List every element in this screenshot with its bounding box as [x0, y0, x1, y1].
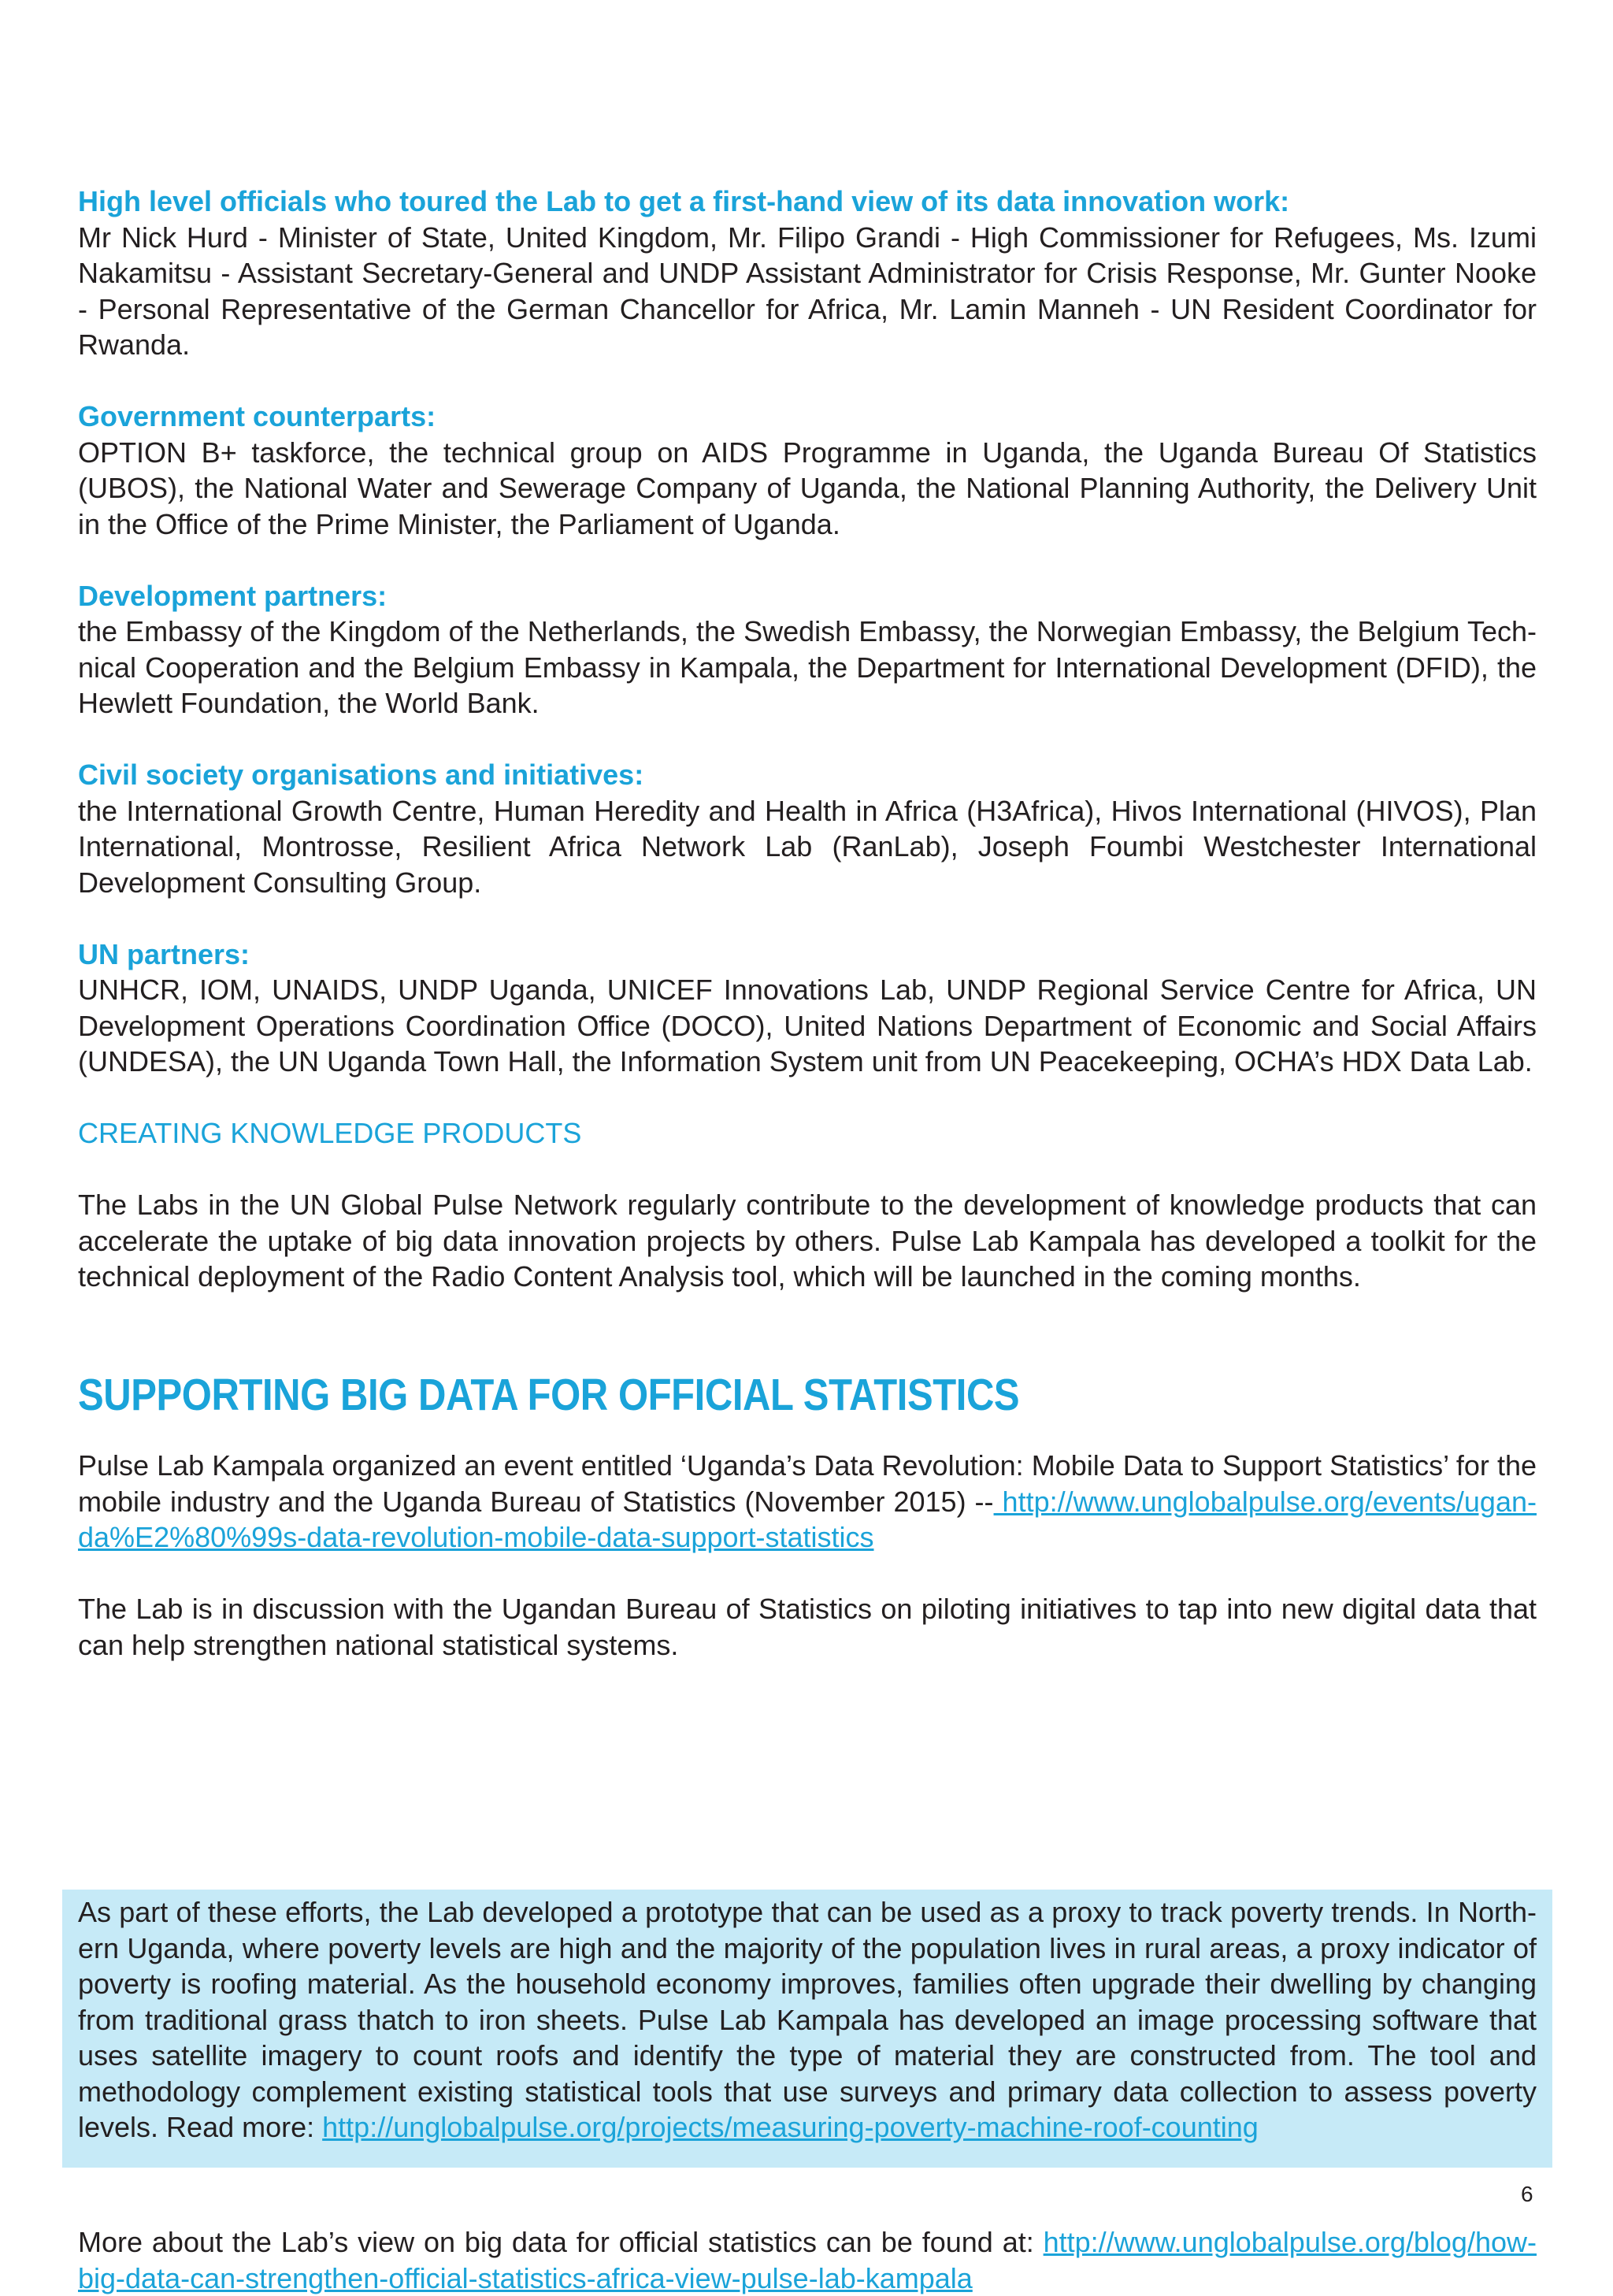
big-data-heading: SUPPORTING BIG DATA FOR OFFICIAL STATISTICS: [78, 1370, 1020, 1420]
highlight-box: [62, 1890, 1552, 2168]
event-link[interactable]: http://www.unglobalpulse.org/events/uganda%E2%80%99s-data-revolution-mobile-data-support-statistics: [78, 1485, 1537, 1553]
civil-society-label: Civil society organisations and initiatives:: [78, 759, 644, 791]
page-number: 6: [1521, 2182, 1533, 2206]
officials-text: Mr Nick Hurd - Minister of State, United Kingdom, Mr. Filipo Grandi - High Commissioner for Refugees, Ms. Izumi Nakamitsu - Assistant Secretary-General and UNDP Assistant Administrator for Crisis Response, Mr. Gunter Nooke - Personal Representative of the German Chancellor for Africa, Mr. Lamin Manneh - UN Resident Coordinator for Rwanda.: [78, 221, 1537, 361]
knowledge-products-text: The Labs in the UN Global Pulse Network regularly contribute to the development of knowledge products that can accelerate the uptake of big data innovation projects by others. Pulse Lab Kampala has developed a toolkit for the technical deployment of the Radio Content Analysis tool, which will be launched in the coming months.: [78, 1189, 1537, 1293]
blog-link[interactable]: http://www.unglobalpulse.org/blog/how-big-data-can-strengthen-official-statistics-africa-view-pulse-lab-kampala: [78, 2226, 1537, 2294]
more-paragraph: [78, 2224, 1537, 2296]
highlight-paragraph: [78, 1894, 1537, 2146]
discussion-paragraph: The Lab is in discussion with the Ugandan Bureau of Statistics on piloting initiatives to tap into new digital data that can help strengthen national statistical systems.: [78, 1593, 1537, 1661]
government-text: OPTION B+ taskforce, the technical group on AIDS Programme in Uganda, the Uganda Bureau Of Statistics (UBOS), the National Water and Sewerage Company of Uganda, the National Planning Authority, the Delivery Unit in the Office of the Prime Minister, the Parliament of Uganda.: [78, 436, 1537, 540]
event-paragraph: [78, 1448, 1537, 1556]
un-partners-section: [78, 937, 1537, 1080]
document-page: [78, 184, 1537, 2294]
government-label: Government counterparts:: [78, 400, 436, 432]
knowledge-products-kicker: CREATING KNOWLEDGE PRODUCTS: [78, 1117, 582, 1149]
big-data-section: [78, 1448, 1537, 2294]
highlight-text: As part of these efforts, the Lab developed a prototype that can be used as a proxy to track poverty trends. In Northern Uganda, where poverty levels are high and the majority of the population lives in rural areas, a proxy indicator of poverty is roofing material. As the household economy improves, families often upgrade their dwelling by changing from traditional grass thatch to iron sheets. Pulse Lab Kampala has developed an image processing software that uses satellite imagery to count roofs and identify the type of material they are constructed from. The tool and methodology complement existing statistical tools that use surveys and primary data collection to assess poverty levels. Read more:: [78, 1896, 1537, 2143]
development-label: Development partners:: [78, 579, 387, 612]
civil-society-text: the International Growth Centre, Human Heredity and Health in Africa (H3Africa), Hivos International (HIVOS), Plan International, Montrosse, Resilient Africa Network Lab (RanLab), Joseph Foumbi Westchester International Development Consulting Group.: [78, 794, 1537, 899]
development-section: [78, 578, 1537, 721]
un-partners-text: UNHCR, IOM, UNAIDS, UNDP Uganda, UNICEF Innovations Lab, UNDP Regional Service Centre for Africa, UN Development Operations Coordination Office (DOCO), United Nations Department of Economic and Social Affairs (UNDESA), the UN Uganda Town Hall, the Information System unit from UN Peacekeeping, OCHA’s HDX Data Lab.: [78, 974, 1537, 1078]
more-text: More about the Lab’s view on big data for official statistics can be found at:: [78, 2226, 1044, 2258]
officials-section: [78, 184, 1537, 363]
development-text: the Embassy of the Kingdom of the Netherlands, the Swedish Embassy, the Norwegian Embassy, the Belgium Technical Cooperation and the Belgium Embassy in Kampala, the Department for International Development (DFID), the Hewlett Foundation, the World Bank.: [78, 615, 1537, 719]
event-text: Pulse Lab Kampala organized an event entitled ‘Uganda’s Data Revolution: Mobile Data to Support Statistics’ for the mobile industry and the Uganda Bureau of Statistics (November 2015) --: [78, 1449, 1537, 1518]
roof-counting-link[interactable]: http://unglobalpulse.org/projects/measuring-poverty-machine-roof-counting: [322, 2111, 1259, 2143]
civil-society-section: [78, 757, 1537, 900]
government-section: [78, 399, 1537, 542]
officials-label: High level officials who toured the Lab to get a first-hand view of its data innovation work:: [78, 185, 1290, 217]
un-partners-label: UN partners:: [78, 937, 250, 970]
